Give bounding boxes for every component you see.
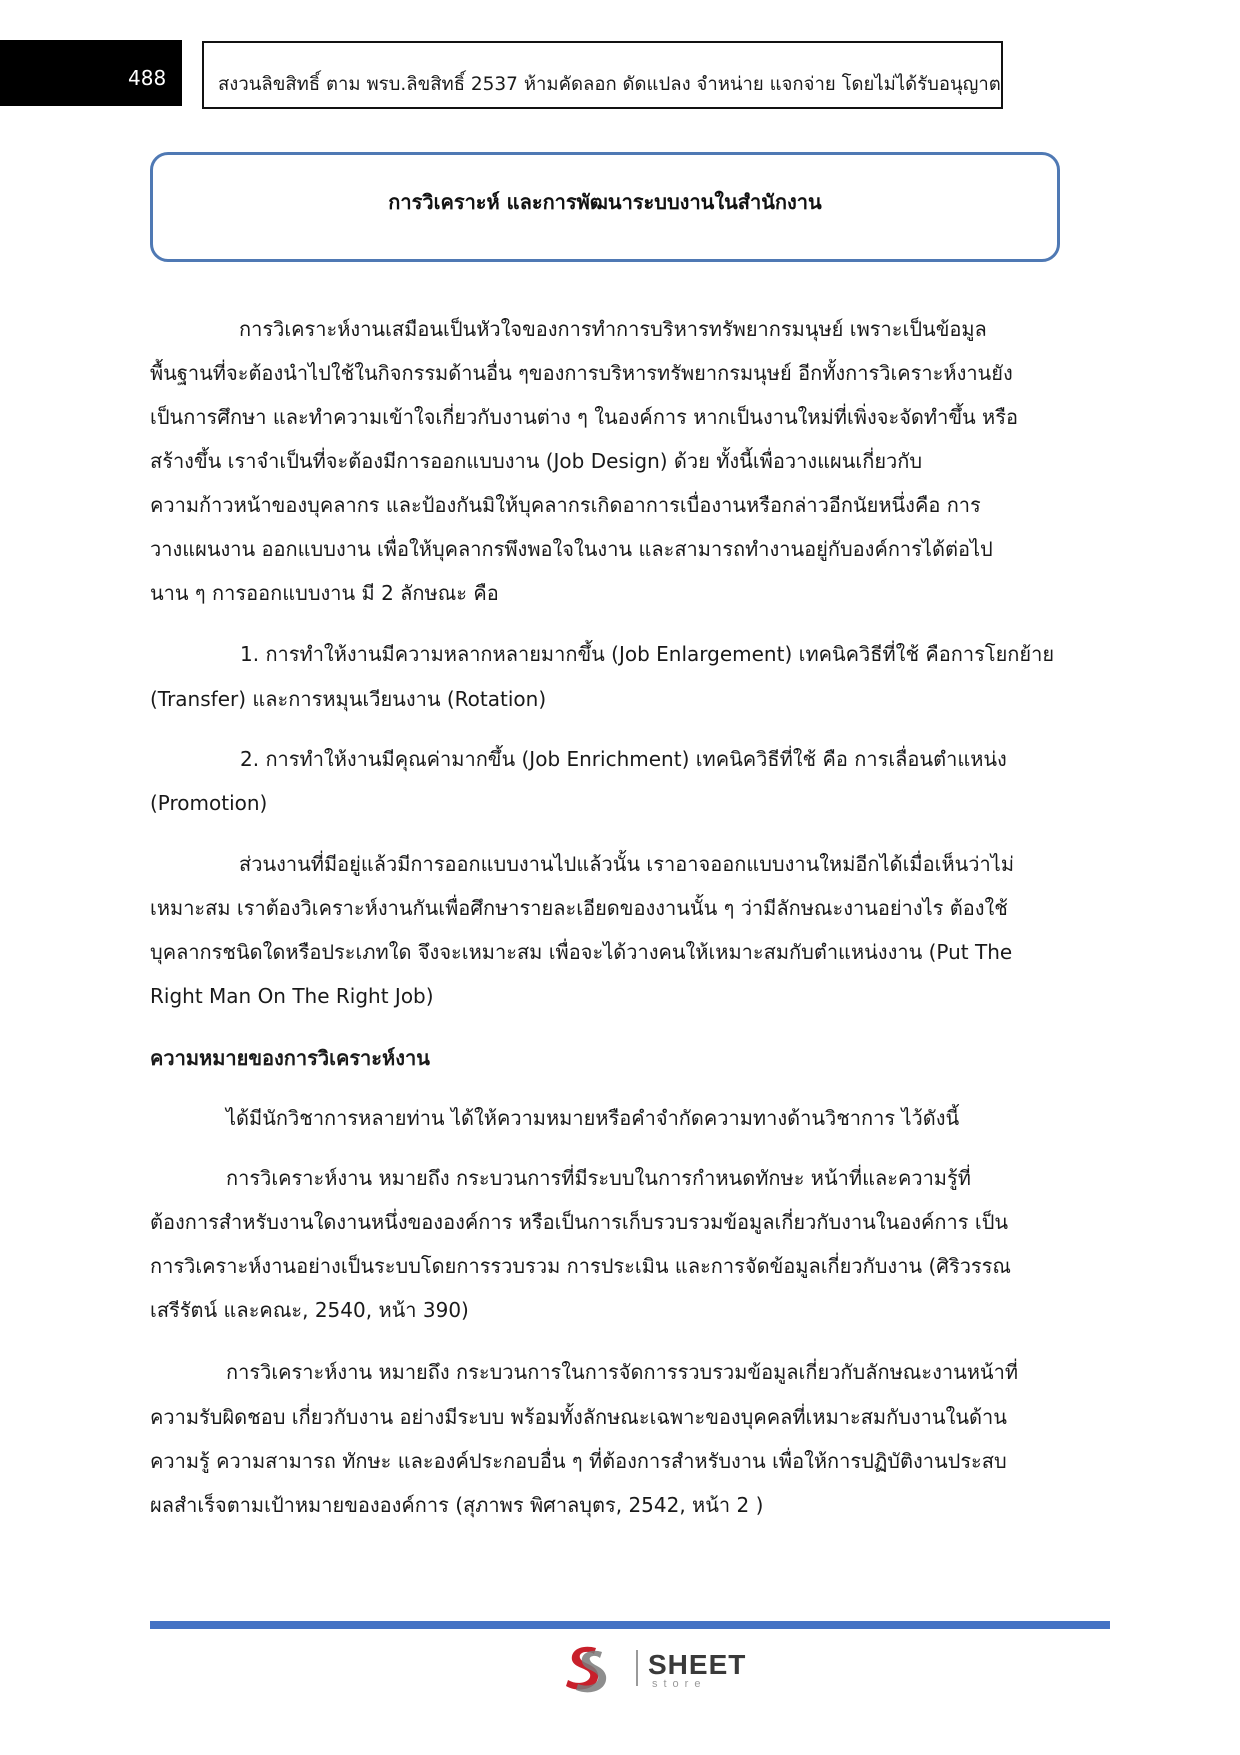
logo-wordmark: SHEET [648, 1649, 747, 1680]
body-line: สร้างขึ้น เราจำเป็นที่จะต้องมีการออกแบบงาน (Job Design) ด้วย ทั้งนี้เพื่อวางแผนเกี่ยวกับ [150, 449, 923, 473]
body-line: การวิเคราะห์งาน หมายถึง กระบวนการในการจัดการรวบรวมข้อมูลเกี่ยวกับลักษณะงานหน้าที่ [226, 1360, 1019, 1384]
body-line: การวิเคราะห์งาน หมายถึง กระบวนการที่มีระบบในการกำหนดทักษะ หน้าที่และความรู้ที่ [226, 1166, 971, 1190]
list-item-line: 2. การทำให้งานมีคุณค่ามากขึ้น (Job Enrichment) เทคนิควิธีที่ใช้ คือ การเลื่อนตำแหน่ง [240, 747, 1007, 771]
body-line: พื้นฐานที่จะต้องนำไปใช้ในกิจกรรมด้านอื่น ๆของการบริหารทรัพยากรมนุษย์ อีกทั้งการวิเคราะห์งานยัง [150, 361, 1013, 385]
copyright-notice: สงวนลิขสิทธิ์ ตาม พรบ.ลิขสิทธิ์ 2537 ห้ามคัดลอก ดัดแปลง จำหน่าย แจกจ่าย โดยไม่ได้รับอนุญาต [218, 74, 1001, 95]
body-line: นาน ๆ การออกแบบงาน มี 2 ลักษณะ คือ [150, 581, 499, 605]
body-line: เสรีรัตน์ และคณะ, 2540, หน้า 390) [150, 1298, 469, 1322]
body-line: ส่วนงานที่มีอยู่แล้วมีการออกแบบงานไปแล้วนั้น เราอาจออกแบบงานใหม่อีกได้เมื่อเห็นว่าไม่ [239, 852, 1015, 876]
body-line: การวิเคราะห์งานเสมือนเป็นหัวใจของการทำการบริหารทรัพยากรมนุษย์ เพราะเป็นข้อมูล [239, 317, 987, 341]
body-line: เหมาะสม เราต้องวิเคราะห์งานกันเพื่อศึกษารายละเอียดของงานนั้น ๆ ว่ามีลักษณะงานอย่างไร ต้องใช้ [150, 896, 1008, 920]
body-line: ผลสำเร็จตามเป้าหมายขององค์การ (สุภาพร พิศาลบุตร, 2542, หน้า 2 ) [150, 1493, 764, 1517]
body-line: วางแผนงาน ออกแบบงาน เพื่อให้บุคลากรพึงพอใจในงาน และสามารถทำงานอยู่กับองค์การได้ต่อไป [150, 537, 993, 561]
body-line: Right Man On The Right Job) [150, 984, 434, 1008]
page-number: 488 [128, 66, 167, 90]
footer-rule [150, 1621, 1110, 1629]
list-item-line: (Promotion) [150, 791, 268, 815]
body-line: ความรับผิดชอบ เกี่ยวกับงาน อย่างมีระบบ พร้อมทั้งลักษณะเฉพาะของบุคคลที่เหมาะสมกับงานในด้าน [150, 1405, 1007, 1429]
body-line: ความก้าวหน้าของบุคลากร และป้องกันมิให้บุคลากรเกิดอาการเบื่องานหรือกล่าวอีกนัยหนึ่งคือ การ [150, 493, 981, 517]
body-line: บุคลากรชนิดใดหรือประเภทใด จึงจะเหมาะสม เพื่อจะได้วางคนให้เหมาะสมกับตำแหน่งงาน (Put The [150, 940, 1013, 964]
list-item-line: 1. การทำให้งานมีความหลากหลายมากขึ้น (Job Enlargement) เทคนิควิธีที่ใช้ คือการโยกย้าย [240, 642, 1055, 666]
page-title: การวิเคราะห์ และการพัฒนาระบบงานในสำนักงาน [388, 190, 822, 214]
body-line: ความรู้ ความสามารถ ทักษะ และองค์ประกอบอื่น ๆ ที่ต้องการสำหรับงาน เพื่อให้การปฏิบัติงานประสบ [150, 1449, 1007, 1473]
body-line: ได้มีนักวิชาการหลายท่าน ได้ให้ความหมายหรือคำจำกัดความทางด้านวิชาการ ไว้ดังนี้ [226, 1106, 960, 1130]
body-line: ต้องการสำหรับงานใดงานหนึ่งขององค์การ หรือเป็นการเก็บรวบรวมข้อมูลเกี่ยวกับงานในองค์การ เป็น [150, 1210, 1009, 1234]
logo-subtext: store [652, 1678, 707, 1690]
section-heading: ความหมายของการวิเคราะห์งาน [150, 1046, 430, 1070]
list-item-line: (Transfer) และการหมุนเวียนงาน (Rotation) [150, 687, 547, 711]
body-line: เป็นการศึกษา และทำความเข้าใจเกี่ยวกับงานต่าง ๆ ในองค์การ หากเป็นงานใหม่ที่เพิ่งจะจัดทำขึ้น หรือ [150, 405, 1018, 429]
body-line: การวิเคราะห์งานอย่างเป็นระบบโดยการรวบรวม การประเมิน และการจัดข้อมูลเกี่ยวกับงาน (ศิริวรรณ [150, 1254, 1011, 1278]
